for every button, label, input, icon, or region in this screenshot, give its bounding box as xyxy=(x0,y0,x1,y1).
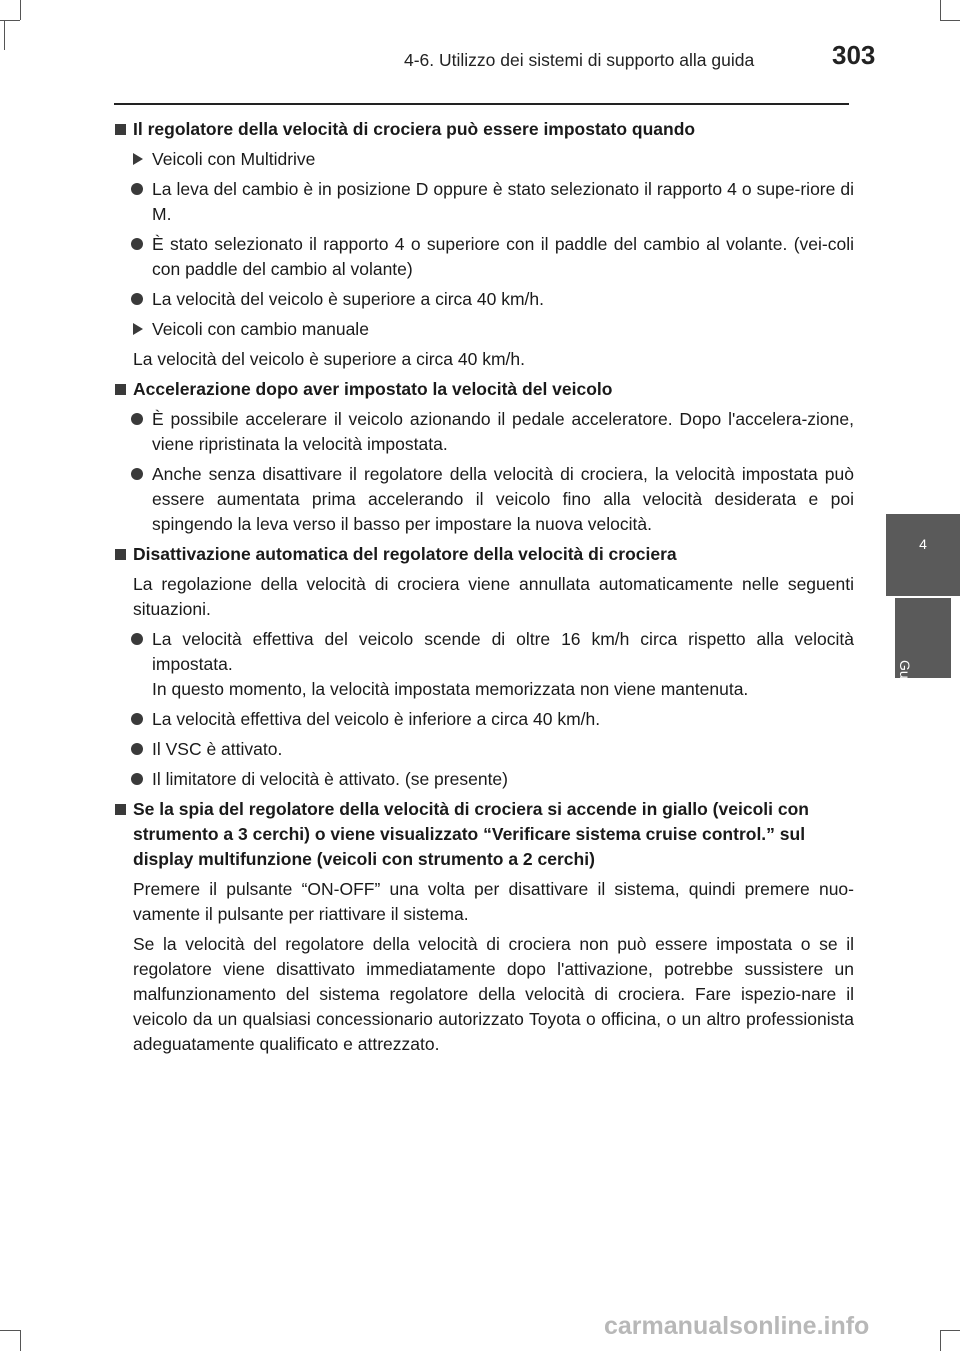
bullet-text: La velocità del veicolo è superiore a circa 40 km/h. xyxy=(152,289,545,309)
square-bullet-icon xyxy=(115,384,126,395)
bullet-text: Il VSC è attivato. xyxy=(152,739,283,759)
round-bullet-icon xyxy=(131,713,143,725)
bullet-text: Anche senza disattivare il regolatore della velocità di crociera, la velocità impostata può essere aumentata prima accelerando il veicolo fino alla velocità desiderata e poi spingendo la leva verso il basso per impostare la nuova velocità. xyxy=(152,464,854,534)
bullet-item xyxy=(114,737,854,762)
bullet-text: Veicoli con cambio manuale xyxy=(152,319,369,339)
body-paragraph: La velocità del veicolo è superiore a circa 40 km/h. xyxy=(133,349,526,369)
bullet-item xyxy=(114,177,854,227)
triangle-bullet-icon xyxy=(133,323,143,335)
round-bullet-icon xyxy=(131,743,143,755)
square-bullet-icon xyxy=(115,804,126,815)
crop-mark xyxy=(20,1330,21,1351)
chapter-tab xyxy=(886,514,960,596)
chapter-label: Guida xyxy=(897,660,913,698)
round-bullet-icon xyxy=(131,468,143,480)
crop-mark xyxy=(0,1330,20,1331)
section-heading xyxy=(114,797,854,872)
condition-item xyxy=(114,317,854,342)
section-heading-text: Il regolatore della velocità di crociera può essere impostato quando xyxy=(133,119,696,139)
bullet-text: La velocità effettiva del veicolo scende di oltre 16 km/h circa rispetto alla velocità impostata. xyxy=(152,629,854,674)
chapter-number: 4 xyxy=(919,536,927,552)
bullet-item xyxy=(114,407,854,457)
crop-mark xyxy=(0,20,20,21)
bullet-text: È possibile accelerare il veicolo azionando il pedale acceleratore. Dopo l'accelera-zione, viene ripristinata la velocità impostata. xyxy=(152,409,854,454)
bullet-text: È stato selezionato il rapporto 4 o superiore con il paddle del cambio al volante. (vei-coli con paddle del cambio al volante) xyxy=(152,234,854,279)
section-heading xyxy=(114,377,854,402)
crop-mark xyxy=(940,1330,941,1351)
section-heading xyxy=(114,117,854,142)
crop-mark xyxy=(20,0,21,20)
round-bullet-icon xyxy=(131,633,143,645)
triangle-bullet-icon xyxy=(133,153,143,165)
round-bullet-icon xyxy=(131,183,143,195)
body-paragraph: Premere il pulsante “ON-OFF” una volta per disattivare il sistema, quindi premere nuo-vamente il pulsante per riattivare il sistema. xyxy=(133,879,854,924)
running-header: 4-6. Utilizzo dei sistemi di supporto alla guida xyxy=(404,50,755,70)
section-heading-text: Accelerazione dopo aver impostato la velocità del veicolo xyxy=(133,379,613,399)
bullet-item xyxy=(114,287,854,312)
chapter-label-tab xyxy=(895,598,951,698)
watermark: carmanualsonline.info xyxy=(604,1312,870,1340)
bullet-item xyxy=(114,232,854,282)
section-heading xyxy=(114,542,854,567)
crop-mark xyxy=(940,1330,960,1331)
header-divider xyxy=(114,103,849,105)
bullet-text: Veicoli con Multidrive xyxy=(152,149,316,169)
condition-item xyxy=(114,147,854,172)
body-paragraph: La regolazione della velocità di crociera viene annullata automaticamente nelle seguenti situazioni. xyxy=(133,574,854,619)
bullet-note: In questo momento, la velocità impostata memorizzata non viene mantenuta. xyxy=(152,679,749,699)
bullet-item xyxy=(114,767,854,792)
square-bullet-icon xyxy=(115,549,126,560)
bullet-text: La leva del cambio è in posizione D oppure è stato selezionato il rapporto 4 o supe-riore di M. xyxy=(152,179,854,224)
round-bullet-icon xyxy=(131,773,143,785)
bullet-item xyxy=(114,707,854,732)
bullet-text: La velocità effettiva del veicolo è inferiore a circa 40 km/h. xyxy=(152,709,601,729)
body-paragraph: Se la velocità del regolatore della velocità di crociera non può essere impostata o se il regolatore viene disattivato immediatamente dopo l'attivazione, potrebbe sussistere un malfunzionamento del sistema regolatore della velocità di crociera. Fare ispezio-nare il veicolo da un qualsiasi concessionario autorizzato Toyota o officina, o un altro professionista adeguatamente qualificato e attrezzato. xyxy=(133,934,854,1054)
square-bullet-icon xyxy=(115,124,126,135)
section-heading-text: Se la spia del regolatore della velocità di crociera si accende in giallo (veicoli con strumento a 3 cerchi) o viene visualizzato “Verificare sistema cruise control.” sul display multifunzione (veicoli con strumento a 2 cerchi) xyxy=(133,799,809,869)
crop-mark xyxy=(940,0,941,20)
bullet-text: Il limitatore di velocità è attivato. (se presente) xyxy=(152,769,508,789)
bullet-item xyxy=(114,627,854,702)
crop-mark xyxy=(940,20,960,21)
round-bullet-icon xyxy=(131,293,143,305)
round-bullet-icon xyxy=(131,238,143,250)
section-heading-text: Disattivazione automatica del regolatore della velocità di crociera xyxy=(133,544,677,564)
bullet-item xyxy=(114,462,854,537)
page-content xyxy=(114,117,854,1062)
page-number: 303 xyxy=(832,40,876,70)
round-bullet-icon xyxy=(131,413,143,425)
crop-mark xyxy=(4,20,5,50)
